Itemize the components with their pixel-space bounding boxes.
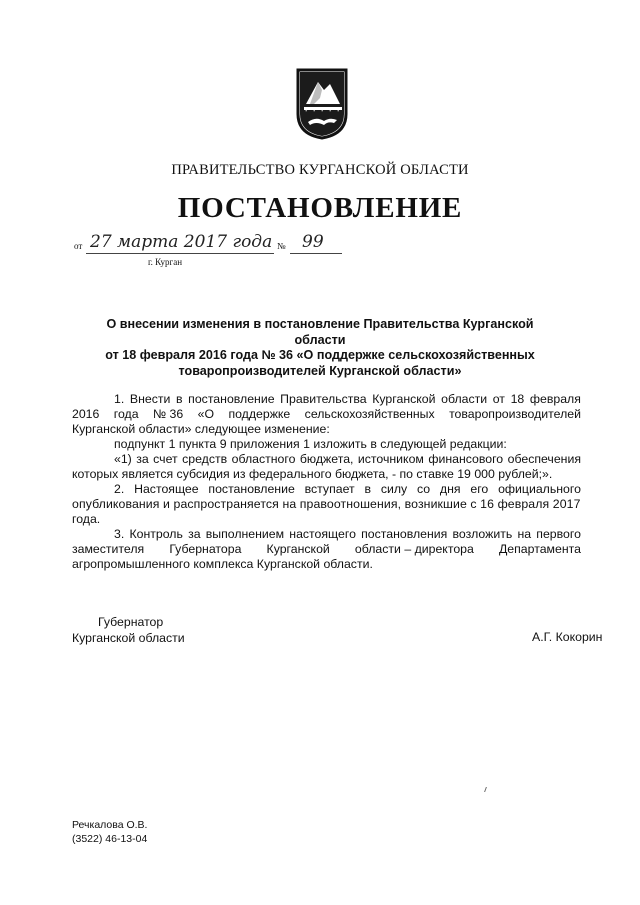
- handwritten-number: 99: [302, 232, 324, 252]
- date-from-label: от: [74, 241, 83, 251]
- handwritten-date: 27 марта 2017 года: [90, 232, 273, 252]
- signatory-title-line: Курганской области: [72, 631, 185, 645]
- paragraph-1-line: 1. Внести в постановление Правительства Курганской области от 18 февраля: [114, 392, 581, 406]
- subject-line: товаропроизводителей Курганской области»: [178, 363, 462, 378]
- paragraph-2-line: 2. Настоящее постановление вступает в силу со дня его официального: [114, 482, 581, 496]
- signatory-title-line: Губернатор: [98, 615, 164, 629]
- executor-name: Речкалова О.В.: [72, 819, 148, 831]
- paragraph-2-line: опубликования и распространяется на правоотношения, возникшие с 16 февраля 2017: [72, 497, 581, 511]
- number-underline: [290, 253, 342, 254]
- city-label: г. Курган: [148, 257, 183, 267]
- government-name: ПРАВИТЕЛЬСТВО КУРГАНСКОЙ ОБЛАСТИ: [171, 162, 469, 178]
- paragraph-3-line: агропромышленного комплекса Курганской области.: [72, 557, 373, 571]
- document-subject: [90, 317, 550, 379]
- date-underline: [86, 253, 274, 254]
- kurgan-coat-of-arms-icon: [296, 68, 348, 140]
- paragraph-3-line: 3. Контроль за выполнением настоящего постановления возложить на первого: [114, 527, 581, 541]
- paragraph-1-quote-line: «1) за счет средств областного бюджета, источником финансового обеспечения: [114, 452, 581, 466]
- paragraph-2-line: года.: [72, 512, 101, 526]
- paragraph-1-quote-line: которых является субсидия из федерального бюджета, - по ставке 19 000 рублей;».: [72, 467, 553, 481]
- executor-phone: (3522) 46-13-04: [72, 833, 148, 845]
- paragraph-3-line: заместителя Губернатора Курганской области – директора Департамента: [72, 542, 581, 556]
- subject-line: от 18 февраля 2016 года № 36 «О поддержке сельскохозяйственных: [105, 348, 535, 362]
- scan-mark: [484, 787, 490, 792]
- paragraph-1-line: 2016 года № 36 «О поддержке сельскохозяйственных товаропроизводителей: [72, 407, 581, 421]
- subject-line: О внесении изменения в постановление Правительства Курганской области: [106, 317, 534, 347]
- paragraph-1-subpoint: подпункт 1 пункта 9 приложения 1 изложить в следующей редакции:: [114, 437, 507, 451]
- document-type-title: ПОСТАНОВЛЕНИЕ: [177, 192, 463, 224]
- executor-info: [72, 818, 147, 846]
- number-label: №: [277, 241, 286, 251]
- signatory-name: А.Г. Кокорин: [532, 630, 603, 644]
- signatory-title: [72, 614, 185, 646]
- paragraph-1-line: Курганской области» следующее изменение:: [72, 422, 330, 436]
